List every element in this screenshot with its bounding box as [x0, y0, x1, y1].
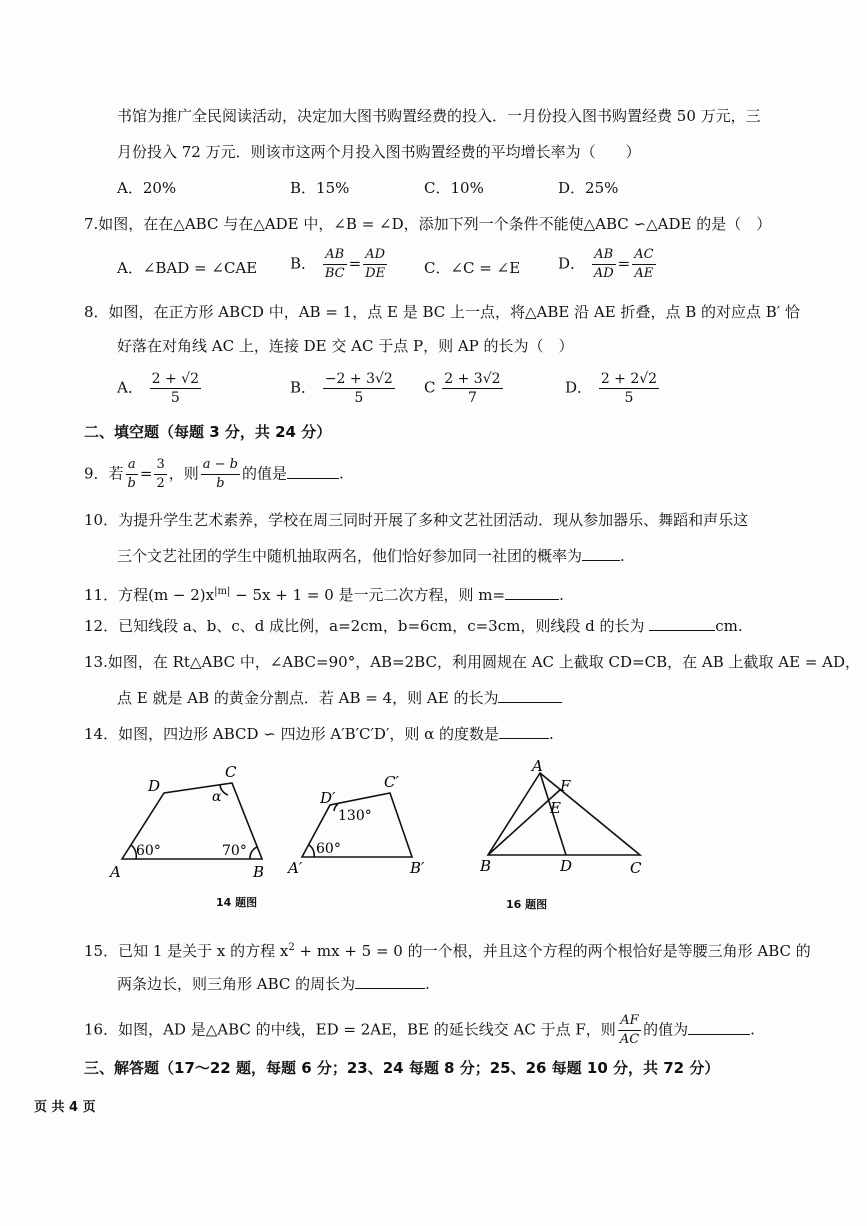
- fraction: $\frac{AD}{DE}$: [365, 247, 386, 281]
- label-e: E: [550, 799, 561, 817]
- label-c: C: [630, 859, 642, 877]
- answer-blank[interactable]: [355, 974, 425, 989]
- q13-line1: 13.如图，在 Rt△ABC 中，∠ABC=90°，AB=2BC，利用圆规在 AC 上截取 CD=CB，在 AB 上截取 AE = AD，: [84, 653, 861, 671]
- answer-blank[interactable]: [287, 464, 339, 479]
- answer-blank[interactable]: [582, 546, 620, 561]
- fraction: $\frac{a}{b}$: [127, 457, 136, 491]
- fraction: $\frac{3}{2}$: [156, 457, 165, 491]
- answer-blank[interactable]: [505, 585, 559, 600]
- q6-option-c: C．10%: [424, 179, 484, 197]
- figures-14-16: [100, 755, 660, 885]
- q10-line1: 10．为提升学生艺术素养，学校在周三同时开展了多种文艺社团活动．现从参加器乐、舞蹈和声乐这: [84, 511, 749, 529]
- q8-option-c: C $\frac{2 + 3√2}{7}$: [424, 371, 501, 406]
- q6-option-a: A．20%: [117, 179, 177, 197]
- label-d: D: [560, 857, 573, 875]
- q16: 16．如图，AD 是△ABC 的中线，ED = 2AE，BE 的延长线交 AC 于点 F，则 $\frac{AF}{AC}$ 的值为 .: [84, 1013, 755, 1047]
- q6-line1: 书馆为推广全民阅读活动，决定加大图书购置经费的投入．一月份投入图书购置经费 50 万元，三: [117, 107, 761, 125]
- q13-line2: 点 E 就是 AB 的黄金分割点．若 AB = 4，则 AE 的长为: [117, 686, 562, 710]
- q15-line2: 两条边长，则三角形 ABC 的周长为 .: [117, 975, 430, 993]
- q8-option-b: B． $\frac{-2 + 3√2}{5}$: [290, 371, 393, 406]
- label-c: C: [225, 763, 237, 781]
- label-c-prime: C′: [384, 773, 399, 791]
- caption-fig-14: 14 题图: [216, 896, 258, 909]
- fraction: $\frac{2 + 2√2}{5}$: [600, 371, 658, 406]
- label-b: B: [253, 863, 265, 881]
- q6-option-d: D．25%: [558, 179, 619, 197]
- fraction: $\frac{AF}{AC}$: [619, 1013, 640, 1047]
- q15-line1: 15．已知 1 是关于 x 的方程 $x^2$ + mx + 5 = 0 的一个根，并且这个方程的两个根恰好是等腰三角形 ABC 的: [84, 942, 811, 960]
- answer-blank[interactable]: [649, 616, 715, 631]
- answer-blank[interactable]: [688, 1020, 750, 1035]
- angle-b-70: 70°: [222, 843, 247, 859]
- angle-a-60: 60°: [316, 841, 341, 857]
- label-alpha: α: [212, 789, 222, 805]
- q6-line2: 月份投入 72 万元．则该市这两个月投入图书购置经费的平均增长率为（ ）: [117, 143, 641, 161]
- q8-option-a: A． $\frac{2 + √2}{5}$: [117, 371, 199, 406]
- q9: 9．若 $\frac{a}{b}$ = $\frac{3}{2}$ ，则 $\frac{a - b}{b}$ 的值是 .: [84, 457, 344, 491]
- label-a: A: [110, 863, 121, 881]
- section-heading-solutions: 三、解答题（17～22 题，每题 6 分；23、24 每题 8 分；25、26 每题 10 分，共 72 分）: [84, 1059, 720, 1077]
- caption-fig-16: 16 题图: [506, 898, 548, 911]
- label-b: B: [480, 857, 492, 875]
- label-a-prime: A′: [288, 859, 303, 877]
- q14: 14．如图，四边形 ABCD ∽ 四边形 A′B′C′D′，则 α 的度数是 .: [84, 725, 554, 743]
- label-a: A: [532, 757, 543, 775]
- answer-blank[interactable]: [499, 724, 549, 739]
- q7-option-c: C．∠C = ∠E: [424, 259, 521, 277]
- q7-option-d: D． $\frac{AB}{AD}$ = $\frac{AC}{AE}$: [558, 247, 654, 281]
- angle-d-130: 130°: [338, 808, 372, 824]
- fraction: $\frac{a - b}{b}$: [202, 457, 238, 491]
- q7-option-a: A．∠BAD = ∠CAE: [117, 259, 258, 277]
- q7-option-b: B． $\frac{AB}{BC}$ = $\frac{AD}{DE}$: [290, 247, 386, 281]
- answer-blank[interactable]: [498, 688, 562, 703]
- q12: 12．已知线段 a、b、c、d 成比例，a=2cm，b=6cm，c=3cm，则线段 d 的长为 cm.: [84, 617, 743, 635]
- q8-line1: 8．如图，在正方形 ABCD 中，AB = 1，点 E 是 BC 上一点，将△ABE 沿 AE 折叠，点 B 的对应点 B′ 恰: [84, 303, 800, 321]
- fraction: $\frac{2 + √2}{5}$: [151, 371, 199, 406]
- page-footer: 页 共 4 页: [34, 1100, 96, 1115]
- label-d: D: [148, 777, 161, 795]
- label-d-prime: D′: [320, 789, 336, 807]
- fraction: $\frac{AB}{AD}$: [593, 247, 614, 281]
- label-f: F: [560, 777, 571, 795]
- q7-stem: 7.如图，在在△ABC 与在△ADE 中，∠B = ∠D，添加下列一个条件不能使△ABC ∽△ADE 的是（ ）: [84, 215, 772, 233]
- q6-option-b: B．15%: [290, 179, 350, 197]
- angle-a-60: 60°: [136, 843, 161, 859]
- fraction: $\frac{-2 + 3√2}{5}$: [324, 371, 393, 406]
- q10-line2: 三个文艺社团的学生中随机抽取两名，他们恰好参加同一社团的概率为 .: [117, 547, 625, 565]
- q11: 11．方程$(m - 2)x^{|m|} - 5x + 1 = 0$ 是一元二次方程，则 m= .: [84, 586, 564, 604]
- q8-line2: 好落在对角线 AC 上，连接 DE 交 AC 于点 P，则 AP 的长为（ ）: [117, 337, 574, 355]
- section-heading-fill-in: 二、填空题（每题 3 分，共 24 分）: [84, 423, 332, 441]
- q8-option-d: D． $\frac{2 + 2√2}{5}$: [565, 371, 658, 406]
- fraction: $\frac{AB}{BC}$: [324, 247, 345, 281]
- label-b-prime: B′: [410, 859, 425, 877]
- fraction: $\frac{AC}{AE}$: [634, 247, 654, 281]
- fraction: $\frac{2 + 3√2}{7}$: [444, 371, 501, 406]
